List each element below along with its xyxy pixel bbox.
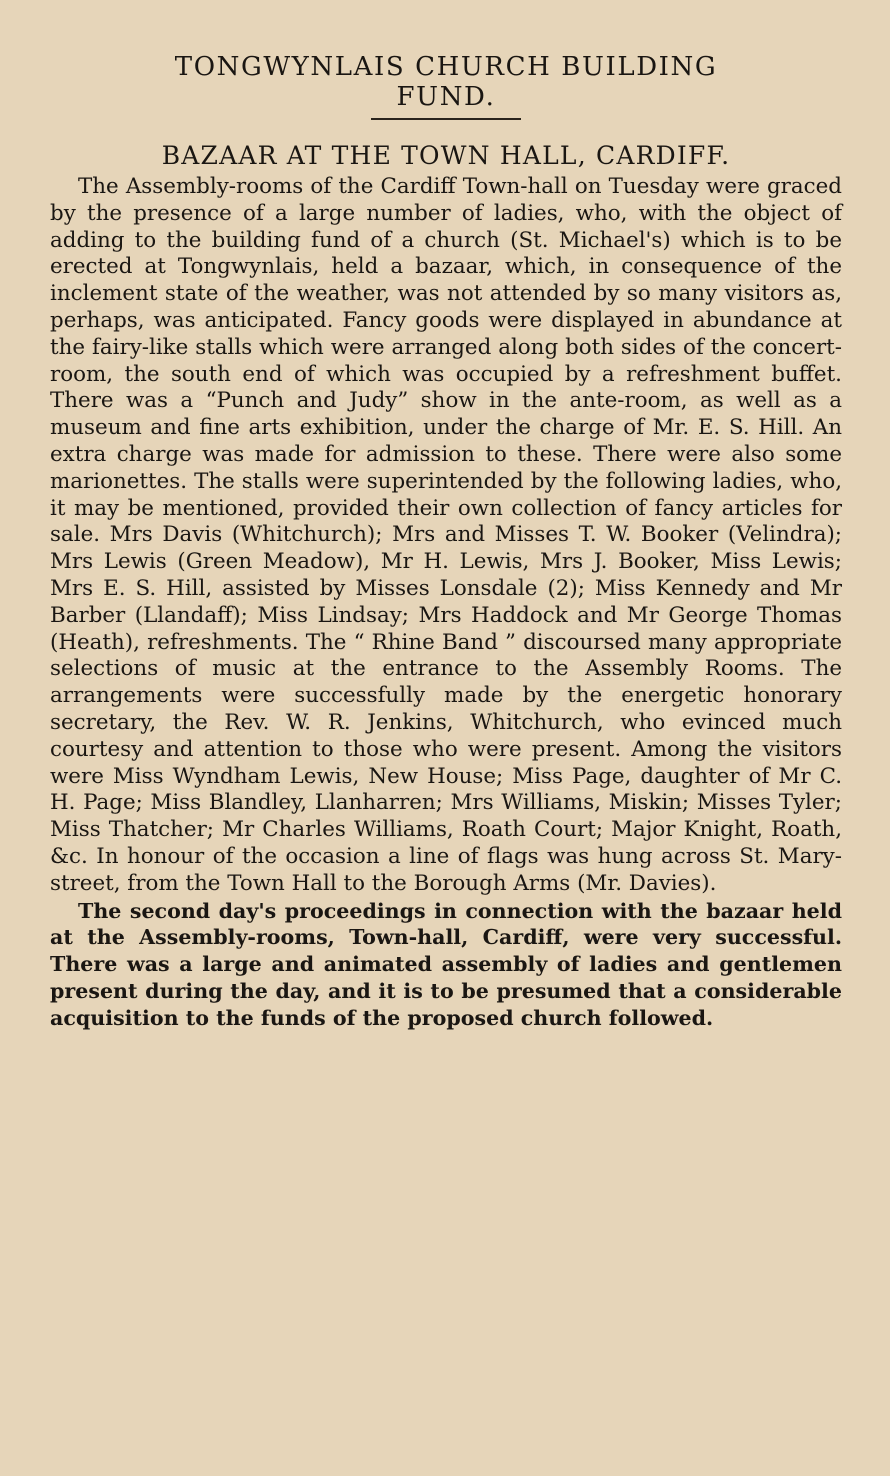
headline-rule — [371, 118, 521, 120]
article-paragraph-2: The second day's proceedings in connection with the bazaar held at the Assembly-rooms, Town-hall, Cardiff, were very successful. There was a large and animated assembly of ladies and gentlemen present during the day, and it is to be presumed that a considerable acquisition to the funds of the proposed church followed. — [50, 898, 842, 1030]
headline — [50, 52, 842, 112]
subheadline: BAZAAR AT THE TOWN HALL, CARDIFF. — [161, 141, 731, 170]
headline-line-2: FUND. — [396, 82, 496, 112]
headline-line-1: TONGWYNLAIS CHURCH BUILDING — [174, 52, 718, 82]
article-paragraph-1: The Assembly-rooms of the Cardiff Town-hall on Tuesday were graced by the presence of a large number of ladies, who, with the object of adding to the building fund of a church (St. Michael's) which is to be erected at Tongwynlais, held a bazaar, which, in consequence of the inclement state of the weather, was not attended by so many visitors as, perhaps, was anticipated. Fancy goods were displayed in abundance at the fairy-like stalls which were arranged along both sides of the concert-room, the south end of which was occupied by a refreshment buffet. There was a “Punch and Judy” show in the ante-room, as well as a museum and fine arts exhibition, under the charge of Mr. E. S. Hill. An extra charge was made for admission to these. There were also some marionettes. The stalls were superintended by the following ladies, who, it may be mentioned, provided their own collection of fancy articles for sale. Mrs Davis (Whitchurch); Mrs and Misses T. W. Booker (Velindra); Mrs Lewis (Green Meadow), Mr H. Lewis, Mrs J. Booker, Miss Lewis; Mrs E. S. Hill, assisted by Misses Lonsdale (2); Miss Kennedy and Mr Barber (Llandaff); Miss Lindsay; Mrs Haddock and Mr George Thomas (Heath), refreshments. The “ Rhine Band ” discoursed many appropriate selections of music at the entrance to the Assembly Rooms. The arrangements were successfully made by the energetic honorary secretary, the Rev. W. R. Jenkins, Whitchurch, who evinced much courtesy and attention to those who were present. Among the visitors were Miss Wyndham Lewis, New House; Miss Page, daughter of Mr C. H. Page; Miss Blandley, Llanharren; Mrs Williams, Miskin; Misses Tyler; Miss Thatcher; Mr Charles Williams, Roath Court; Major Knight, Roath, &c. In honour of the occasion a line of flags was hung across St. Mary-street, from the Town Hall to the Borough Arms (Mr. Davies). — [50, 174, 842, 896]
